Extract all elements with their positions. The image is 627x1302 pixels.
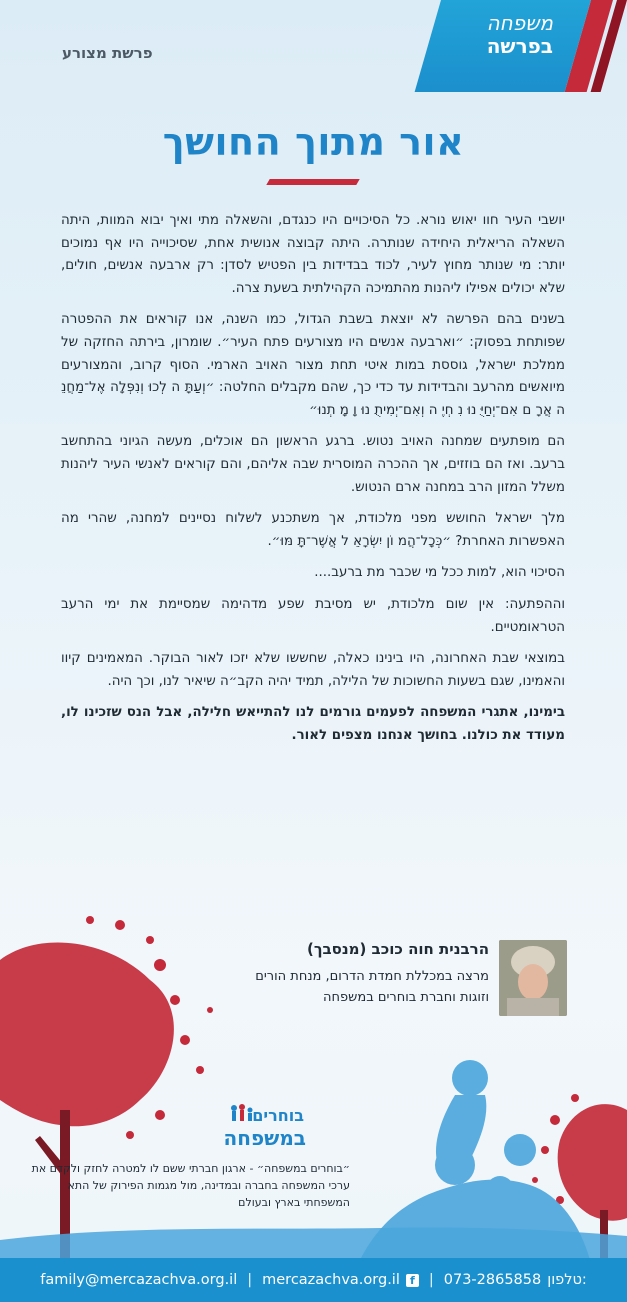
separator: | (428, 1272, 434, 1288)
page-title: אור מתוך החושך (162, 120, 465, 164)
paragraph: מלך ישראל החושש מפני מלכודת, אך משתכנע לשלוח נסיינים למחנה, שהרי מה האפשרות האחרת? ״כְּכָל־הֲמ וֹן יִשְׂרָאֵ ל אֲשֶׁר־תָּ מּוּ״. (61, 511, 565, 549)
author-photo (499, 940, 567, 1016)
brand-line-2: בפרשה (486, 34, 553, 58)
phone-label: טלפון: (547, 1272, 587, 1288)
author-name: הרבנית חוה כוכב (מנסבך) (306, 940, 489, 958)
author-portrait-image (499, 940, 567, 1016)
org-logo-line-1: בוחרים (252, 1106, 304, 1125)
brand-line-1: משפחה (486, 11, 553, 35)
paragraph: יושבי העיר חוו יאוש נורא. כל הסיכויים היו כנגדם, והשאלה מתי ואיך יבוא המוות, היתה השאלה הריאלית היחידה שנותרה. היתה קבוצה אנושית אחת, שסיכוייה היו אף נמוכים יותר: מי שנותר מחוץ לעיר, לכוד בבדידות בין הפטיש לסדן: רק ארבעה אנשים, חולים, שלא יכולים אפילו ליהנות מהתמיכה הקהילתית בשעת צרה. (61, 213, 565, 296)
paragraph: וההפתעה: אין שום מלכודת, יש מסיבת שפע מדהימה שמסיימת את ימי הרעב הטראומטיים. (61, 596, 565, 635)
contact-phone[interactable]: 073-2865858 (443, 1272, 542, 1288)
paragraph: הסיכוי הוא, למות ככל מי שכבר מת ברעב.... (314, 565, 565, 581)
separator: | (247, 1272, 253, 1288)
author-bio: מרצה במכללת חמדת הדרום, מנחת הורים וזוגות וחברת בוחרים במשפחה (255, 969, 489, 1005)
ground-shape (0, 1227, 627, 1260)
paragraph: במוצאי שבת האחרונה, היו בינינו כאלה, שחששו שלא יזכו לאור הבוקר. המאמינים קיוו והאמינו, שגם בשעות החשוכות של הלילה, תמיד יהיה הקב״ה שיאיר לנו, וכך היה. (61, 651, 565, 689)
contact-email[interactable]: family@mercazachva.org.il (40, 1272, 238, 1288)
paragraph: בשנים בהם הפרשה לא יוצאת בשבת הגדול, כמו השנה, אנו קוראים את ההפטרה שפותחת בפסוק: ״וארבעה אנשים היו מצורעים פתח העיר״. שומרון, בירתה החזקה של ממלכת ישראל, גוססת במות איטי תחת מצור האויב הארמי. הסוף קרוב, והמצורעים מיואשים מהרעב והבדידות עד כדי כך, שהם מקבלים החלטה: ״וְעַתָּ ה לְכוּ וְנִפְּלָה אֶל־מַחֲנֵ ה אֲרָ ם אִם־יְחַיֻּ נוּ נִ חְיֶ ה וְאִם־יְמִיתֻ נוּ וָ מָ תְנוּ״ (61, 312, 565, 418)
parasha-name: פרשת מצורע (62, 44, 153, 62)
facebook-icon[interactable]: f (406, 1274, 419, 1287)
org-logo (223, 1098, 306, 1156)
org-logo-line-2: במשפחה (223, 1126, 306, 1150)
contact-website[interactable]: mercazachva.org.il (262, 1272, 400, 1288)
closing-paragraph: בימינו, אתגרי המשפחה לפעמים גורמים לנו להתייאש חלילה, אבל הנס שזכינו לו, מעודד את כולנו. בחושך אנחנו מצפים לאור. (61, 705, 565, 743)
org-description: ״בוחרים במשפחה״ - ארגון חברתי ששם לו למטרה לחזק ולקדם את ערכי המשפחה בחברה ובמדינה, מול מגמות הפירוק של התא המשפחתי בארץ ובעולם (31, 1162, 350, 1209)
paragraph: הם מופתעים שמחנה האויב נטוש. ברגע הראשון הם אוכלים, מעשה הגיוני בהתחשב ברעב. ואז הם בוזזים, אך ההכרה המוסרית שבה אליהם, והם קוראים לאנשי העיר ליהנות משלל המזון הרב במחנה ארם הנטוש. (61, 434, 565, 495)
left-tree-illustration (0, 916, 213, 1270)
footer-contact-bar (0, 1258, 627, 1302)
